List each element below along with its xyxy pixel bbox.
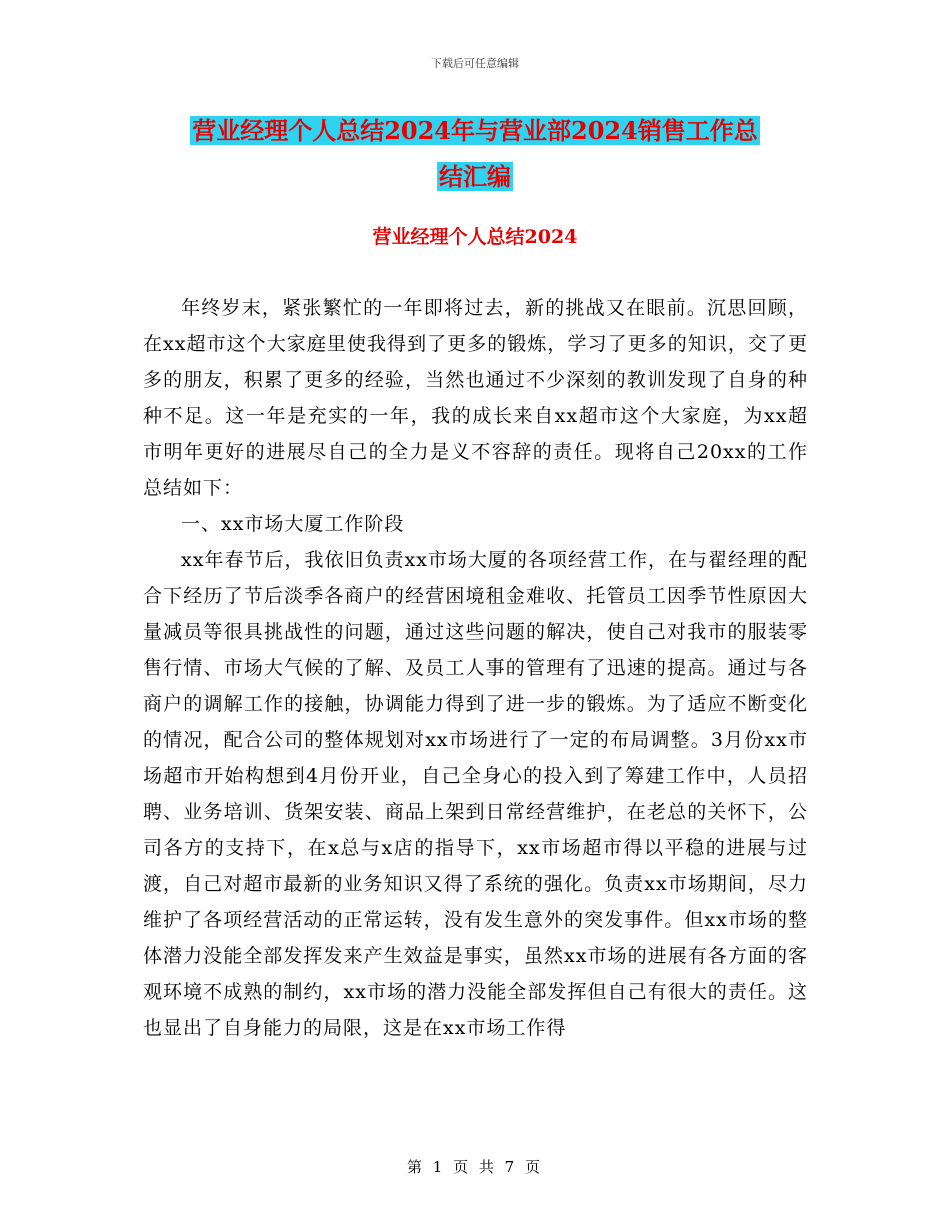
page-footer: 第 1 页 共 7 页	[407, 1158, 543, 1176]
section-title: 营业经理个人总结2024	[372, 226, 578, 248]
title-line-1: 营业经理个人总结2024年与营业部2024销售工作总	[192, 116, 758, 145]
title-line-2: 结汇编	[439, 162, 511, 191]
body-text	[143, 290, 808, 1046]
paragraph-heading: 一、xx市场大厦工作阶段	[181, 513, 405, 535]
document-title	[150, 108, 800, 200]
paragraph-intro: 年终岁末，紧张繁忙的一年即将过去，新的挑战又在眼前。沉思回顾，在xx超市这个大家庭里使我得到了更多的锻炼，学习了更多的知识，交了更多的朋友，积累了更多的经验，当然也通过不少深刻的教训发现了自身的种种不足。这一年是充实的一年，我的成长来自xx超市这个大家庭，为xx超市明年更好的进展尽自己的全力是义不容辞的责任。现将自己20xx的工作总结如下：	[143, 297, 808, 499]
header-note: 下载后可任意编辑	[431, 57, 519, 70]
paragraph-market: xx年春节后，我依旧负责xx市场大厦的各项经营工作，在与翟经理的配合下经历了节后淡季各商户的经营困境租金难收、托管员工因季节性原因大量减员等很具挑战性的问题，通过这些问题的解决，使自己对我市的服装零售行情、市场大气候的了解、及员工人事的管理有了迅速的提高。通过与各商户的调解工作的接触，协调能力得到了进一步的锻炼。为了适应不断变化的情况，配合公司的整体规划对xx市场进行了一定的布局调整。3月份xx市场超市开始构想到4月份开业，自己全身心的投入到了筹建工作中，人员招聘、业务培训、货架安装、商品上架到日常经营维护，在老总的关怀下，公司各方的支持下，在x总与x店的指导下，xx市场超市得以平稳的进展与过渡，自己对超市最新的业务知识又得了系统的强化。负责xx市场期间，尽力维护了各项经营活动的正常运转，没有发生意外的突发事件。但xx市场的整体潜力没能全部发挥发来产生效益是事实，虽然xx市场的进展有各方面的客观环境不成熟的制约，xx市场的潜力没能全部发挥但自己有很大的责任。这也显出了自身能力的局限，这是在xx市场工作得	[143, 549, 808, 1039]
